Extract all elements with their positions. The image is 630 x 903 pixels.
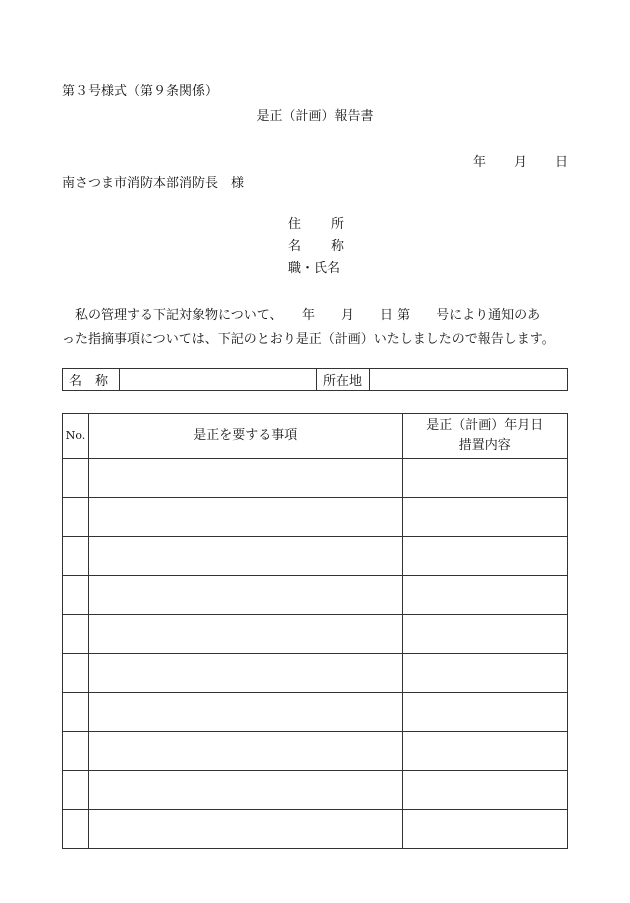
correction-items-table <box>62 413 568 849</box>
col-no-header: No. <box>63 414 89 459</box>
row-no-cell[interactable] <box>63 459 89 498</box>
table-row <box>63 459 568 498</box>
table-row <box>63 615 568 654</box>
row-no-cell[interactable] <box>63 654 89 693</box>
row-action-cell[interactable] <box>402 576 567 615</box>
table-row <box>63 732 568 771</box>
address-label: 住 所 <box>288 217 344 232</box>
row-item-cell[interactable] <box>88 771 402 810</box>
row-action-cell[interactable] <box>402 537 567 576</box>
name-label: 名 称 <box>288 239 344 254</box>
location-label: 所在地 <box>317 369 370 391</box>
body-line-1: 私の管理する下記対象物について、 年 月 日 第 号により通知のあ <box>62 308 541 323</box>
date-month-label: 月 <box>513 155 527 170</box>
row-item-cell[interactable] <box>88 498 402 537</box>
row-no-cell[interactable] <box>63 615 89 654</box>
row-action-cell[interactable] <box>402 498 567 537</box>
row-action-cell[interactable] <box>402 810 567 849</box>
row-no-cell[interactable] <box>63 771 89 810</box>
table-row <box>63 537 568 576</box>
table-row <box>63 654 568 693</box>
addressee: 南さつま市消防本部消防長 様 <box>62 176 245 191</box>
date-line <box>473 151 568 170</box>
row-no-cell[interactable] <box>63 732 89 771</box>
table-header-row <box>63 414 568 459</box>
table-row <box>63 693 568 732</box>
row-action-cell[interactable] <box>402 459 567 498</box>
row-no-cell[interactable] <box>63 498 89 537</box>
row-no-cell[interactable] <box>63 810 89 849</box>
location-field[interactable] <box>370 369 568 391</box>
document-title: 是正（計画）報告書 <box>256 109 374 124</box>
body-line-2: った指摘事項については、下記のとおり是正（計画）いたしましたので報告します。 <box>62 332 555 347</box>
object-name-field[interactable] <box>120 369 317 391</box>
table-row <box>63 810 568 849</box>
row-action-cell[interactable] <box>402 654 567 693</box>
row-item-cell[interactable] <box>88 615 402 654</box>
row-action-cell[interactable] <box>402 615 567 654</box>
row-item-cell[interactable] <box>88 732 402 771</box>
object-name-table <box>62 368 568 391</box>
row-action-cell[interactable] <box>402 693 567 732</box>
table-row <box>63 576 568 615</box>
row-no-cell[interactable] <box>63 537 89 576</box>
row-action-cell[interactable] <box>402 771 567 810</box>
form-number: 第３号様式（第９条関係） <box>62 84 219 99</box>
table-row <box>63 498 568 537</box>
row-item-cell[interactable] <box>88 810 402 849</box>
reporter-block <box>288 214 344 280</box>
position-name-label: 職・氏名 <box>288 261 341 276</box>
row-action-cell[interactable] <box>402 732 567 771</box>
row-item-cell[interactable] <box>88 459 402 498</box>
date-year-label: 年 <box>472 155 486 170</box>
row-item-cell[interactable] <box>88 693 402 732</box>
row-item-cell[interactable] <box>88 576 402 615</box>
row-item-cell[interactable] <box>88 654 402 693</box>
object-name-label: 名 称 <box>63 369 120 391</box>
table-row <box>63 771 568 810</box>
col-action-header: 是正（計画）年月日 措置内容 <box>402 414 567 459</box>
body-text <box>62 304 568 352</box>
col-item-header: 是正を要する事項 <box>88 414 402 459</box>
row-item-cell[interactable] <box>88 537 402 576</box>
row-no-cell[interactable] <box>63 693 89 732</box>
row-no-cell[interactable] <box>63 576 89 615</box>
date-day-label: 日 <box>554 155 568 170</box>
